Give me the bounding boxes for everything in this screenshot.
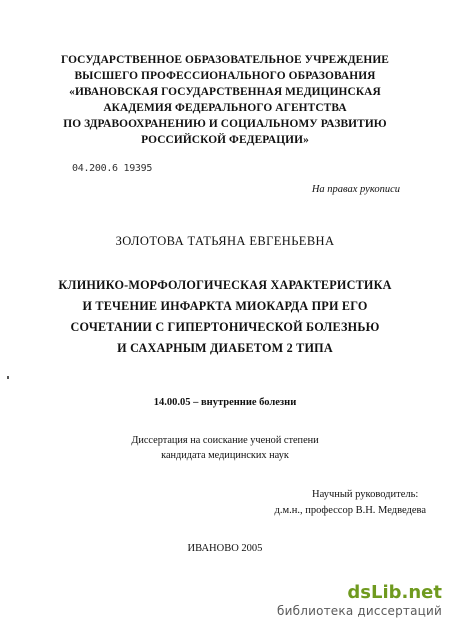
watermark-logo: dsLib.net [347,582,442,603]
title-line: СОЧЕТАНИИ С ГИПЕРТОНИЧЕСКОЙ БОЛЕЗНЬЮ [70,320,380,334]
author-name: ЗОЛОТОВА ТАТЬЯНА ЕВГЕНЬЕВНА [115,234,335,248]
supervisor-block [256,487,426,519]
specialty-code: 14.00.05 – внутренние болезни [153,397,297,408]
degree-line: кандидата медицинских наук [161,450,289,461]
supervisor-name: д.м.н., профессор В.Н. Медведева [274,505,426,516]
title-line: КЛИНИКО-МОРФОЛОГИЧЕСКАЯ ХАРАКТЕРИСТИКА [58,278,392,292]
library-stamp-number: 04.200.6 19395 [72,163,153,174]
title-line: И САХАРНЫМ ДИАБЕТОМ 2 ТИПА [117,341,333,355]
institution-header [0,52,450,148]
scan-speck [7,376,9,379]
supervisor-role: Научный руководитель: [312,489,419,500]
institution-line: РОССИЙСКОЙ ФЕДЕРАЦИИ» [141,134,309,146]
dissertation-title [0,275,450,359]
city-year: ИВАНОВО 2005 [187,543,263,554]
institution-line: «ИВАНОВСКАЯ ГОСУДАРСТВЕННАЯ МЕДИЦИНСКАЯ [69,86,381,98]
degree-line: Диссертация на соискание ученой степени [131,435,319,446]
degree-statement [0,433,450,463]
institution-line: ПО ЗДРАВООХРАНЕНИЮ И СОЦИАЛЬНОМУ РАЗВИТИЮ [63,118,387,130]
watermark-subtitle: библиотека диссертаций [277,604,442,618]
institution-line: ВЫСШЕГО ПРОФЕССИОНАЛЬНОГО ОБРАЗОВАНИЯ [74,70,376,82]
manuscript-rights-note: На правах рукописи [311,184,400,195]
title-line: И ТЕЧЕНИЕ ИНФАРКТА МИОКАРДА ПРИ ЕГО [82,299,368,313]
institution-line: ГОСУДАРСТВЕННОЕ ОБРАЗОВАТЕЛЬНОЕ УЧРЕЖДЕНИЕ [61,54,389,66]
watermark [277,583,442,619]
institution-line: АКАДЕМИЯ ФЕДЕРАЛЬНОГО АГЕНТСТВА [103,102,347,114]
